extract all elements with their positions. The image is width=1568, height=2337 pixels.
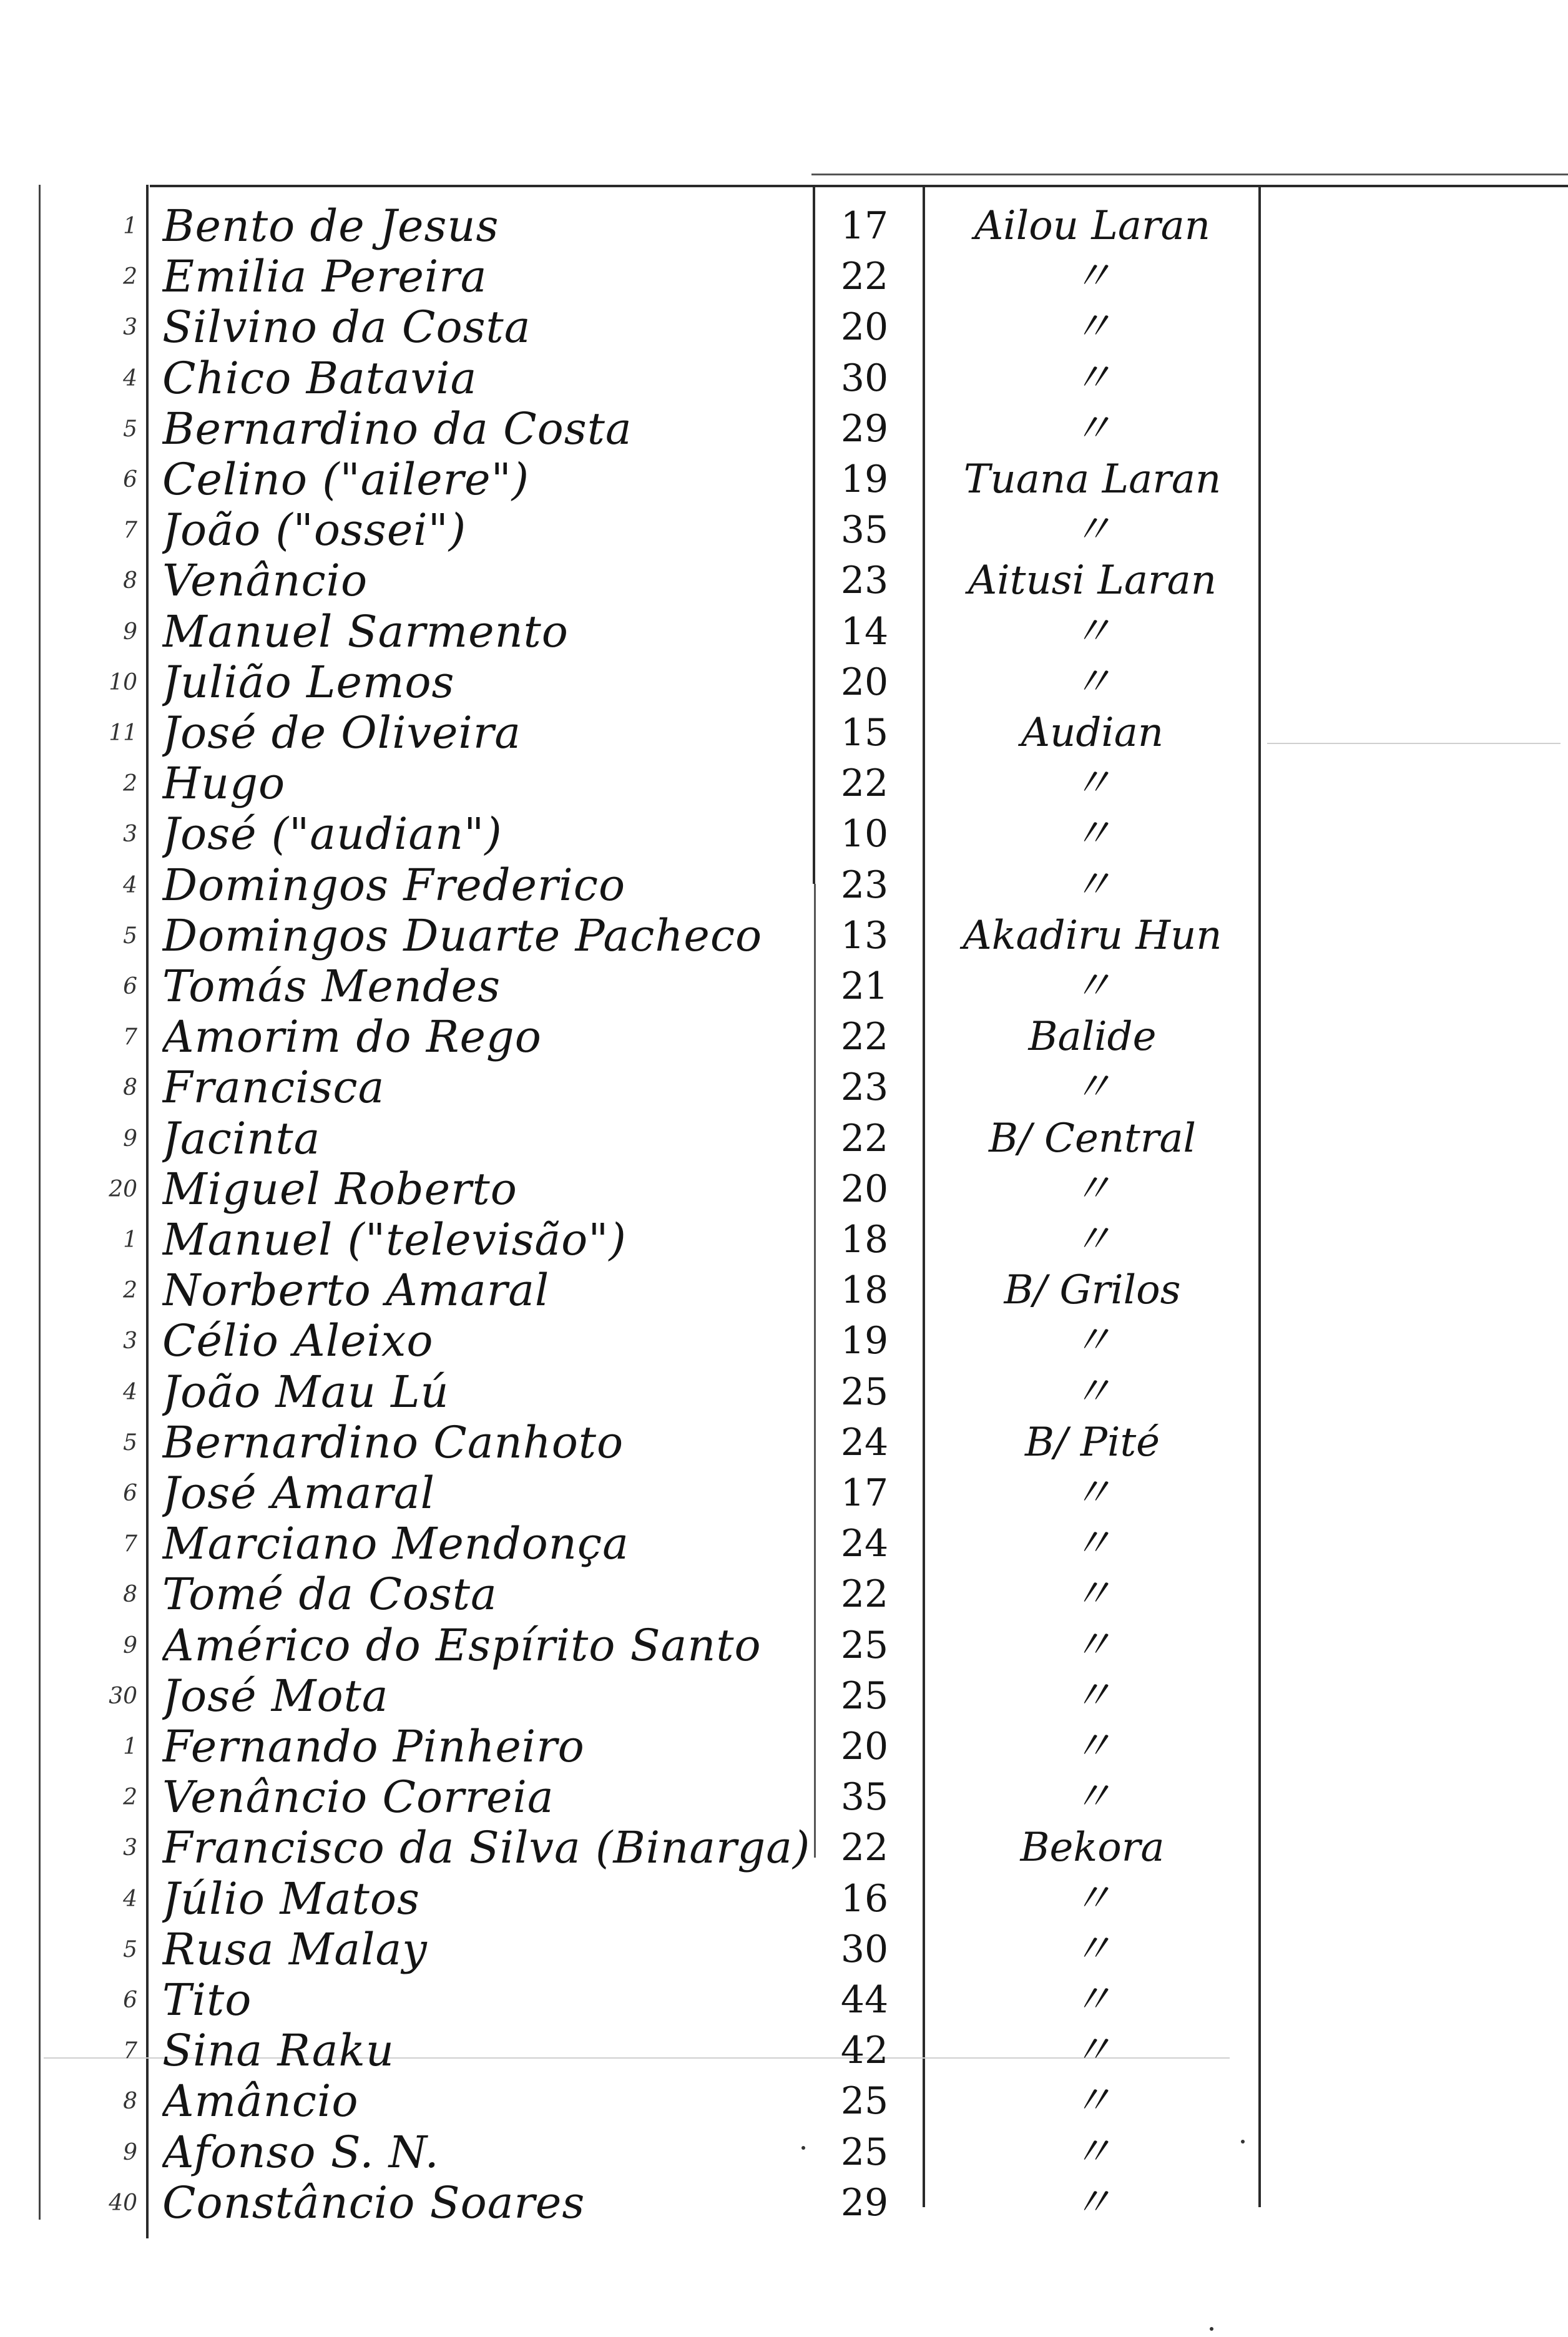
table-row [0, 1924, 1568, 1975]
table-row [0, 454, 1568, 505]
table-row [0, 2178, 1568, 2228]
person-location: Aitusi Laran [968, 557, 1217, 604]
table-row [0, 302, 1568, 353]
table-row [0, 1012, 1568, 1062]
person-age: 18 [840, 1218, 889, 1262]
person-name: Venâncio Correia [162, 1772, 554, 1823]
row-number: 3 [123, 1328, 137, 1355]
row-number: 2 [123, 264, 137, 290]
row-number: 40 [109, 2190, 137, 2216]
row-number: 10 [109, 669, 137, 695]
table-row [0, 1164, 1568, 1215]
row-number: 6 [123, 1481, 137, 1506]
table-row [0, 1671, 1568, 1722]
person-location: Audian [1021, 710, 1164, 756]
table-row [0, 556, 1568, 606]
table-row [0, 758, 1568, 809]
row-number: 20 [109, 1176, 137, 1202]
person-name: Bernardino Canhoto [162, 1417, 624, 1468]
person-age: 22 [840, 255, 889, 299]
person-location: 〃 [1072, 1977, 1112, 2023]
table-row [0, 1823, 1568, 1873]
row-number: 2 [123, 1278, 137, 1304]
row-number: 5 [123, 1936, 137, 1962]
person-location: 〃 [1072, 1723, 1112, 1770]
table-row [0, 1265, 1568, 1316]
person-age: 23 [840, 1066, 889, 1110]
row-number: 5 [123, 1429, 137, 1456]
person-age: 23 [840, 863, 889, 907]
person-name: Tito [162, 1975, 252, 2026]
table-row [0, 657, 1568, 708]
person-age: 29 [840, 406, 889, 451]
person-location: Ailou Laran [974, 203, 1210, 249]
table-row [0, 1418, 1568, 1468]
person-location: 〃 [1072, 355, 1112, 401]
row-number: 4 [123, 1379, 137, 1405]
row-number: 9 [123, 1632, 137, 1658]
row-number: 8 [123, 1582, 137, 1608]
table-row [0, 607, 1568, 657]
person-age: 25 [840, 1623, 889, 1667]
row-number: 4 [123, 1886, 137, 1912]
row-number: 6 [123, 974, 137, 999]
person-name: Manuel Sarmento [162, 606, 569, 657]
person-location: B/ Pité [1024, 1419, 1160, 1466]
person-age: 20 [840, 1725, 889, 1768]
person-age: 25 [840, 2079, 889, 2124]
person-location: 〃 [1072, 405, 1112, 452]
row-number: 1 [123, 1227, 137, 1253]
person-location: Tuana Laran [963, 456, 1222, 502]
row-number: 11 [109, 720, 137, 746]
person-location: B/ Grilos [1004, 1267, 1181, 1314]
person-name: Francisca [162, 1062, 385, 1114]
table-row [0, 2026, 1568, 2076]
row-number: 5 [123, 416, 137, 442]
person-name: Francisco da Silva (Binarga) [162, 1823, 811, 1874]
person-name: Júlio Matos [162, 1873, 420, 1924]
person-location: 〃 [1072, 1774, 1112, 1821]
person-name: Américo do Espírito Santo [162, 1620, 762, 1671]
table-row [0, 1367, 1568, 1418]
person-age: 22 [840, 1015, 889, 1059]
person-age: 22 [840, 1116, 889, 1160]
row-number: 3 [123, 315, 137, 341]
person-age: 23 [840, 559, 889, 603]
person-age: 17 [840, 204, 889, 248]
table-row [0, 1772, 1568, 1823]
person-age: 14 [840, 609, 889, 654]
person-name: Célio Aleixo [162, 1316, 434, 1367]
person-name: Miguel Roberto [162, 1164, 517, 1215]
person-location: 〃 [1072, 1622, 1112, 1668]
person-location: 〃 [1072, 1165, 1112, 1212]
person-age: 30 [840, 1927, 889, 1971]
row-number: 6 [123, 1987, 137, 2013]
person-age: 24 [840, 1420, 889, 1464]
person-location: 〃 [1072, 1521, 1112, 1567]
person-location: 〃 [1072, 659, 1112, 705]
table-row [0, 1620, 1568, 1671]
person-name: Celino ("ailere") [162, 454, 530, 505]
person-name: Constâncio Soares [162, 2177, 586, 2228]
person-name: José ("audian") [162, 809, 502, 860]
person-age: 42 [840, 2029, 889, 2073]
person-location: Bekora [1020, 1825, 1165, 1871]
row-number: 9 [123, 1125, 137, 1152]
person-age: 22 [840, 1826, 889, 1870]
person-location: 〃 [1072, 2129, 1112, 2175]
table-row [0, 860, 1568, 911]
row-number: 8 [123, 1075, 137, 1101]
person-location: 〃 [1072, 1571, 1112, 1618]
row-number: 7 [123, 1024, 137, 1051]
row-number: 5 [123, 923, 137, 949]
person-age: 35 [840, 508, 889, 552]
person-location: 〃 [1072, 507, 1112, 554]
person-age: 19 [840, 458, 889, 501]
person-location: 〃 [1072, 608, 1112, 655]
row-number: 3 [123, 1835, 137, 1861]
person-name: Chico Batavia [162, 353, 478, 404]
row-number: 8 [123, 568, 137, 594]
ink-mark [1210, 2327, 1213, 2331]
person-age: 21 [840, 964, 889, 1008]
row-number: 7 [123, 517, 137, 544]
table-row [0, 708, 1568, 758]
person-name: Marciano Mendonça [162, 1519, 629, 1570]
person-location: 〃 [1072, 1875, 1112, 1922]
table-row [0, 1468, 1568, 1519]
person-name: Sina Raku [162, 2026, 394, 2077]
row-number: 3 [123, 821, 137, 848]
person-age: 22 [840, 762, 889, 806]
person-name: Manuel ("televisão") [162, 1215, 627, 1265]
table-row [0, 1975, 1568, 2026]
table-row [0, 1569, 1568, 1620]
person-name: José Mota [162, 1670, 389, 1722]
person-name: Venâncio [162, 556, 368, 607]
person-location: 〃 [1072, 1926, 1112, 1972]
table-row [0, 1722, 1568, 1772]
person-name: Julião Lemos [162, 657, 455, 708]
row-number: 2 [123, 771, 137, 797]
table-row [0, 1519, 1568, 1569]
person-location: 〃 [1072, 861, 1112, 908]
person-age: 25 [840, 2130, 889, 2174]
person-name: Norberto Amaral [162, 1265, 550, 1316]
person-name: Tomás Mendes [162, 961, 501, 1012]
person-location: 〃 [1072, 1064, 1112, 1111]
person-name: Jacinta [162, 1113, 321, 1164]
table-row [0, 1062, 1568, 1113]
person-age: 22 [840, 1572, 889, 1617]
row-number: 2 [123, 1785, 137, 1811]
top-rule-upper [811, 174, 1568, 175]
person-name: João Mau Lú [162, 1366, 449, 1418]
person-name: Rusa Malay [162, 1924, 428, 1975]
person-location: 〃 [1072, 963, 1112, 1009]
person-age: 20 [840, 305, 889, 350]
person-age: 25 [840, 1673, 889, 1718]
person-location: 〃 [1072, 2027, 1112, 2074]
person-location: 〃 [1072, 1672, 1112, 1719]
table-row [0, 809, 1568, 860]
table-row [0, 2127, 1568, 2178]
person-age: 19 [840, 1319, 889, 1363]
person-name: João ("ossei") [162, 505, 467, 556]
table-row [0, 201, 1568, 252]
person-location: 〃 [1072, 1318, 1112, 1364]
person-age: 35 [840, 1775, 889, 1820]
table-row [0, 1874, 1568, 1924]
person-age: 18 [840, 1268, 889, 1313]
person-name: Emilia Pereira [162, 252, 488, 303]
person-age: 25 [840, 1369, 889, 1414]
row-number: 1 [123, 213, 137, 239]
person-age: 20 [840, 1167, 889, 1211]
person-location: 〃 [1072, 760, 1112, 807]
row-number: 9 [123, 619, 137, 645]
person-location: 〃 [1072, 1368, 1112, 1415]
person-name: José Amaral [162, 1468, 436, 1519]
person-name: Hugo [162, 758, 286, 810]
row-number: 30 [109, 1683, 137, 1709]
person-name: Fernando Pinheiro [162, 1722, 585, 1772]
top-rule [150, 185, 1568, 187]
person-location: 〃 [1072, 2078, 1112, 2125]
person-name: Domingos Frederico [162, 860, 626, 911]
table-row [0, 961, 1568, 1012]
row-number: 4 [123, 365, 137, 391]
person-age: 16 [840, 1876, 889, 1921]
person-name: Afonso S. N. [162, 2127, 439, 2178]
person-location: B/ Central [989, 1115, 1196, 1162]
person-age: 10 [840, 812, 889, 856]
person-location: 〃 [1072, 811, 1112, 858]
person-age: 29 [840, 2180, 889, 2225]
person-age: 20 [840, 660, 889, 704]
person-location: 〃 [1072, 1470, 1112, 1516]
person-name: Amâncio [162, 2076, 359, 2127]
person-age: 30 [840, 356, 889, 400]
person-name: Bento de Jesus [162, 201, 499, 252]
row-number: 6 [123, 467, 137, 492]
person-age: 24 [840, 1522, 889, 1566]
person-location: 〃 [1072, 1217, 1112, 1263]
table-row [0, 911, 1568, 961]
person-location: 〃 [1072, 304, 1112, 351]
table-row [0, 2076, 1568, 2127]
person-name: Amorim do Rego [162, 1012, 542, 1063]
table-row [0, 1316, 1568, 1366]
table-row [0, 505, 1568, 556]
row-number: 8 [123, 2089, 137, 2115]
row-number: 1 [123, 1734, 137, 1760]
person-name: Domingos Duarte Pacheco [162, 910, 763, 961]
row-number: 9 [123, 2139, 137, 2165]
person-location: Akadiru Hun [963, 912, 1222, 959]
table-row [0, 1215, 1568, 1265]
table-row [0, 1114, 1568, 1164]
person-age: 15 [840, 711, 889, 755]
table-row [0, 353, 1568, 404]
table-row [0, 404, 1568, 454]
person-age: 44 [840, 1978, 889, 2022]
person-location: Balide [1028, 1014, 1157, 1061]
person-name: Bernardino da Costa [162, 403, 632, 454]
row-number: 7 [123, 2038, 137, 2064]
table-row [0, 252, 1568, 302]
person-age: 17 [840, 1471, 889, 1515]
row-number: 4 [123, 872, 137, 898]
person-name: Silvino da Costa [162, 302, 531, 353]
row-number: 7 [123, 1531, 137, 1557]
person-name: Tomé da Costa [162, 1569, 497, 1620]
person-age: 13 [840, 913, 889, 958]
person-location: 〃 [1072, 253, 1112, 300]
person-location: 〃 [1072, 2179, 1112, 2226]
person-name: José de Oliveira [162, 708, 522, 758]
